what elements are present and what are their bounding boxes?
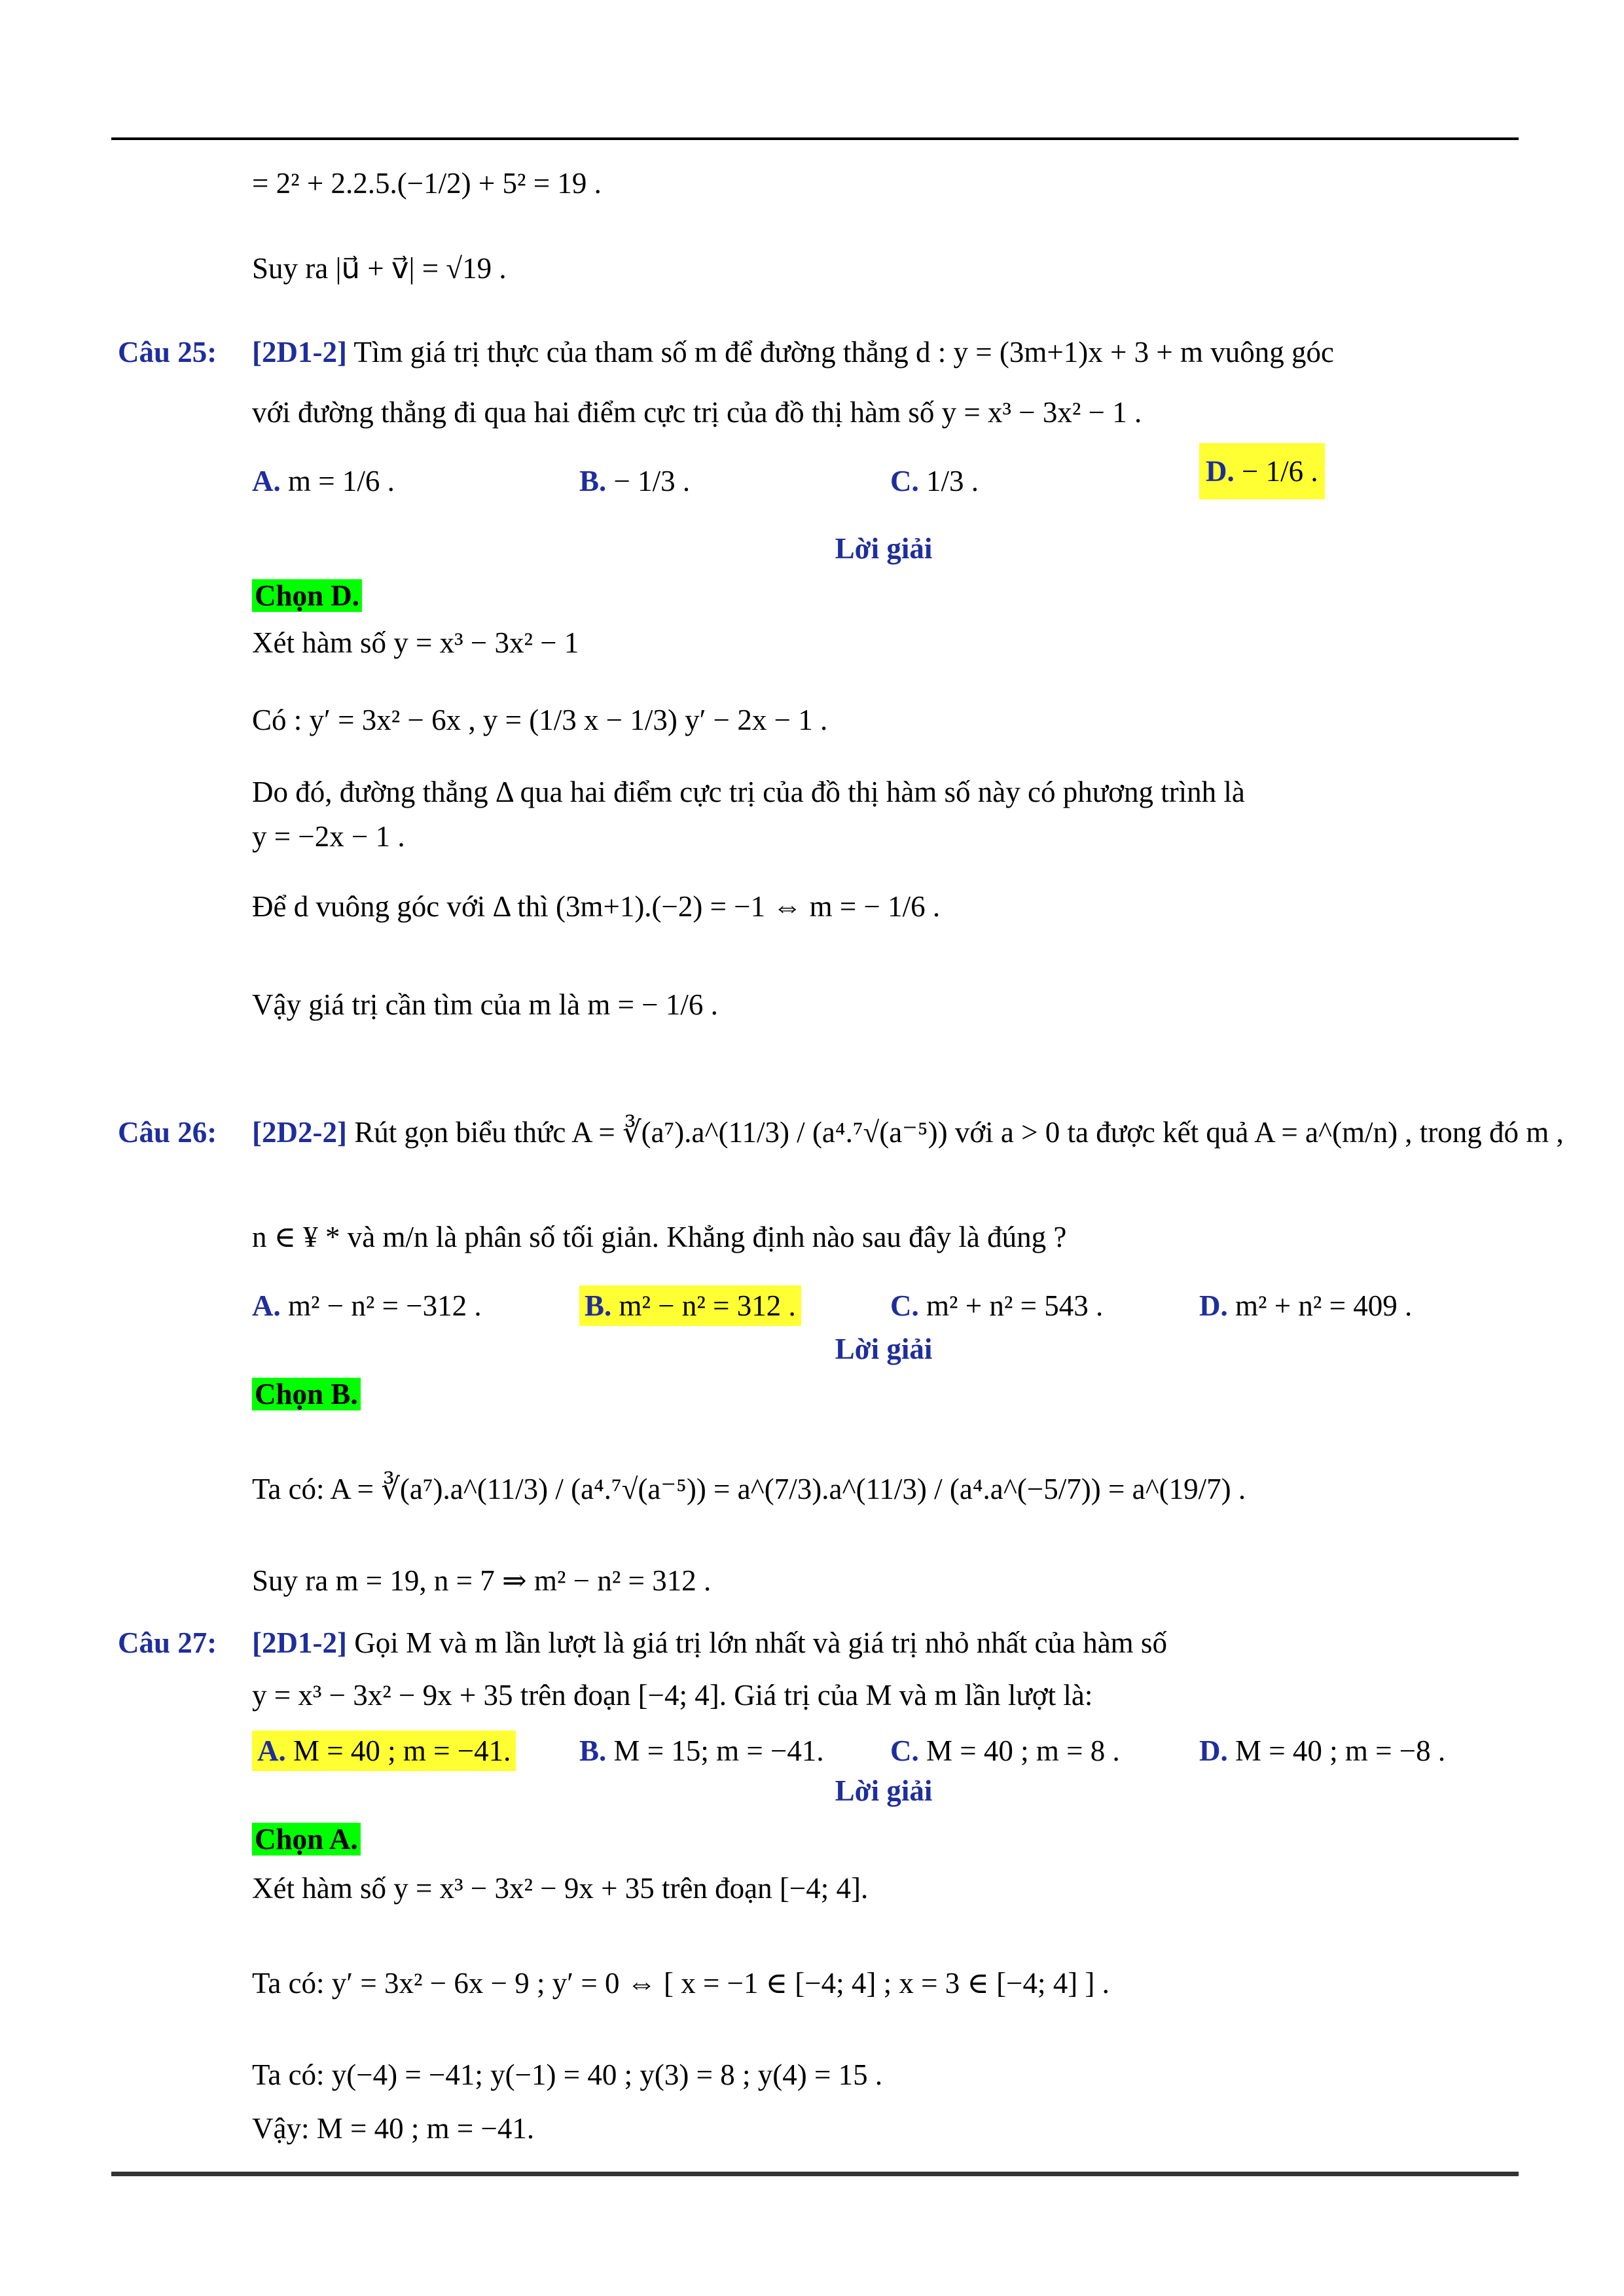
q26-label [118,1113,217,1152]
q25-sol-3: Do đó, đường thẳng Δ qua hai điểm cực trị của đồ thị hàm số này có phương trình là [252,776,1245,808]
q25-choice: Chọn D. [252,576,362,615]
q26-sol-2: Suy ra m = 19, n = 7 ⇒ m² − n² = 312 . [252,1564,712,1597]
q26-number: Câu 26: [118,1116,217,1149]
q26-option-c[interactable]: C. m² + n² = 543 . [890,1289,1104,1322]
q27-tag: [2D1-2] [252,1626,347,1659]
q25-sol-5: Để d vuông góc với Δ thì (3m+1).(−2) = −1 ⇔ m = − 1/6 . [252,890,941,923]
q27-sol-1: Xét hàm số y = x³ − 3x² − 9x + 35 trên đoạn [−4; 4]. [252,1872,869,1905]
q25-sol-1: Xét hàm số y = x³ − 3x² − 1 [252,626,579,659]
q26-option-b[interactable]: B. m² − n² = 312 . [579,1286,801,1325]
q27-solution-title: Lời giải [835,1774,933,1807]
q25-option-b[interactable]: B. − 1/3 . [579,465,691,497]
q27-sol-4: Vậy: M = 40 ; m = −41. [252,2112,535,2145]
q26-option-d[interactable]: D. m² + n² = 409 . [1199,1289,1413,1322]
q27-choice: Chọn A. [252,1820,361,1859]
q25-label [118,332,217,372]
q25-solution-title: Lời giải [835,532,933,565]
q25-sol-2: Có : y′ = 3x² − 6x , y = (1/3 x − 1/3) y′ − 2x − 1 . [252,704,828,736]
q25-tag: [2D1-2] [252,336,347,368]
top-result: Suy ra |u⃗ + v⃗| = √19 . [252,252,507,285]
q26-sol-1: Ta có: A = ∛(a⁷).a^(11/3) / (a⁴.⁷√(a⁻⁵)) = a^(7/3).a^(11/3) / (a⁴.a^(−5/7)) = a^(19/7) . [252,1473,1246,1505]
q26-stem1: Rút gọn biểu thức A = ∛(a⁷).a^(11/3) / (a⁴.⁷√(a⁻⁵)) với a > 0 ta được kết quả A = a^(m/n) , trong đó m , [354,1116,1564,1149]
q25-option-c[interactable]: C. 1/3 . [890,465,979,497]
q27-option-b[interactable]: B. M = 15; m = −41. [579,1734,824,1767]
q26-tag: [2D2-2] [252,1116,347,1149]
q27-option-a[interactable]: A. M = 40 ; m = −41. [252,1731,516,1770]
top-equation: = 2² + 2.2.5.(−1/2) + 5² = 19 . [252,167,602,200]
q27-label [118,1623,217,1662]
q27-sol-2: Ta có: y′ = 3x² − 6x − 9 ; y′ = 0 ⇔ [ x = −1 ∈ [−4; 4] ; x = 3 ∈ [−4; 4] ] . [252,1967,1110,2000]
q27-number: Câu 27: [118,1626,217,1659]
q26-choice: Chọn B. [252,1374,361,1414]
q26-option-a[interactable]: A. m² − n² = −312 . [252,1289,482,1322]
q27-sol-3: Ta có: y(−4) = −41; y(−1) = 40 ; y(3) = 8 ; y(4) = 15 . [252,2058,883,2091]
q25-stem2: với đường thẳng đi qua hai điểm cực trị của đồ thị hàm số y = x³ − 3x² − 1 . [252,396,1142,429]
q25-option-d[interactable]: D. − 1/6 . [1199,452,1325,491]
q27-option-d[interactable]: D. M = 40 ; m = −8 . [1199,1734,1446,1767]
q25-stem-line1 [252,332,1334,372]
q26-solution-title: Lời giải [835,1333,933,1365]
q26-stem-line1 [252,1113,1564,1152]
q25-number: Câu 25: [118,336,217,368]
q25-stem1: Tìm giá trị thực của tham số m để đường thẳng d : y = (3m+1)x + 3 + m vuông góc [353,336,1335,368]
header-rule [111,137,1519,140]
q27-stem2: y = x³ − 3x² − 9x + 35 trên đoạn [−4; 4]. Giá trị của M và m lần lượt là: [252,1679,1093,1712]
q27-stem1: Gọi M và m lần lượt là giá trị lớn nhất và giá trị nhỏ nhất của hàm số [354,1626,1167,1659]
q25-option-a[interactable]: A. m = 1/6 . [252,465,395,497]
q25-sol-4: y = −2x − 1 . [252,820,405,853]
q26-stem2: n ∈ ¥ * và m/n là phân số tối giản. Khẳng định nào sau đây là đúng ? [252,1221,1067,1253]
q27-stem-line1 [252,1623,1167,1662]
q25-sol-6: Vậy giá trị cần tìm của m là m = − 1/6 . [252,988,718,1021]
q27-option-c[interactable]: C. M = 40 ; m = 8 . [890,1734,1120,1767]
footer-rule [111,2172,1519,2176]
